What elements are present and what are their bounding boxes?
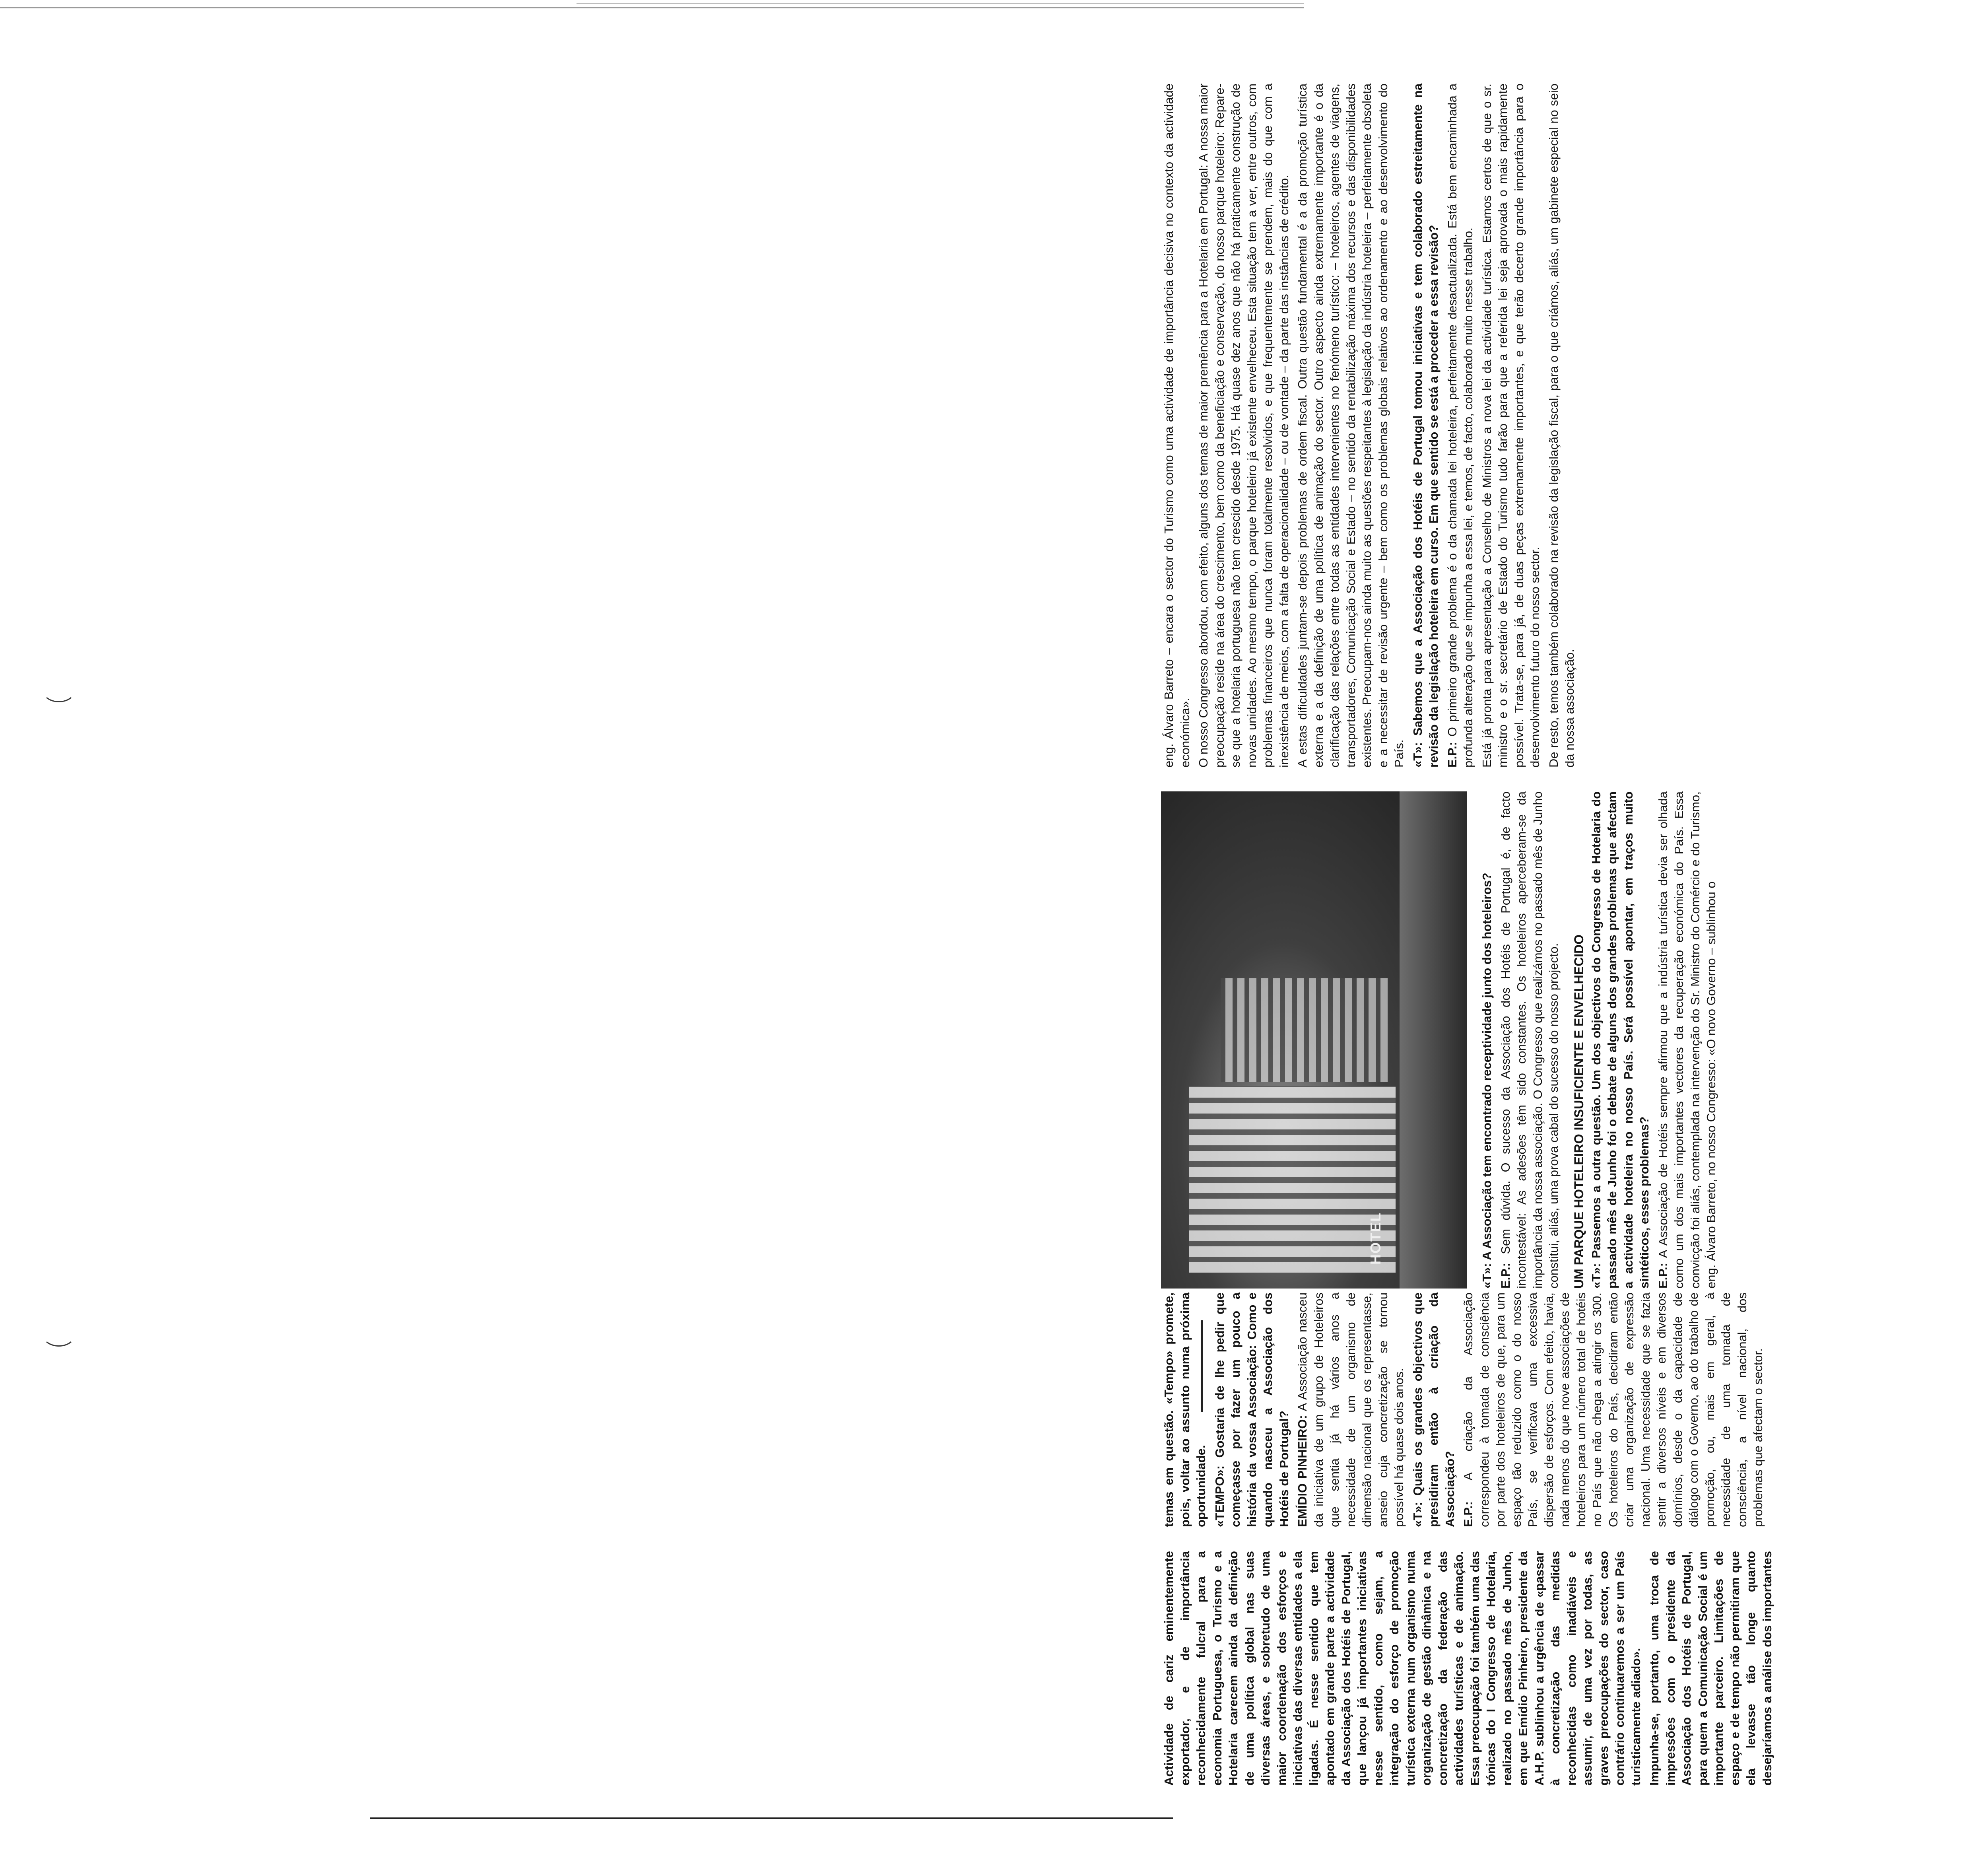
answer-4: E.P.: A Associação de Hotéis sempre afirmou que a indústria turística devia ser olhada como um dos mais importantes vectores da recuperação económica do País. Essa convicção foi aliás, contemplada na intervenção do Sr. Ministro do Comércio e do Turismo, eng. Álvaro Barreto, no nosso Congresso: «O novo Governo – sublinhou o	[1656, 791, 1718, 1289]
photo-hotel-sign: HOTEL	[1367, 1212, 1384, 1265]
hotel-photo	[1161, 791, 1467, 1289]
rotated-magazine-page	[1161, 68, 1988, 1809]
binding-mark-upper	[42, 676, 76, 702]
article-column-a	[1161, 1292, 1988, 1786]
question-1: «TEMPO»: Gostaria de lhe pedir que começasse por fazer um pouco a história da vossa Associação: Como e quando nasceu a Associação dos Hotéis de Portugal?	[1212, 1292, 1291, 1527]
question-2: «T»: Quais os grandes objectivos que presidiram então à criação da Associação?	[1410, 1292, 1457, 1527]
answer-3: E.P.: Sem dúvida. O sucesso da Associação dos Hotéis de Portugal é, de facto incontestável: As adesões têm sido constantes. Os hoteleiros aperceberam-se da importância da nossa associação. O Congresso que realizámos no passado mês de Junho constitui, aliás, uma prova cabal do sucesso do nosso projecto.	[1498, 791, 1561, 1289]
question-4: «T»: Passemos a outra questão. Um dos objectivos do Congresso de Hotelaria do passado mês de Junho foi o debate de alguns dos grandes problemas que afectam a actividade hoteleira no nosso País. Será possível apontar, em traços muito sintéticos, esses problemas?	[1589, 791, 1651, 1289]
answer-1: EMÍDIO PINHEIRO: A Associação nasceu da iniciativa de um grupo de Hoteleiros que sentia já há vários anos a necessidade de um organismo de dimensão nacional que os representasse, anseio cuja concretização se tornou possível há quase dois anos.	[1295, 1292, 1406, 1527]
article-column-c	[1161, 84, 1988, 768]
intro-paragraph-2: Impunha-se, portanto, uma troca de impressões com o presidente da Associação dos Hotéis de Portugal, para quem a Comunicação Social é um importante parceiro. Limitações de espaço e de tempo não permitiram que ela levasse tão longe quanto desejaríamos a análise dos importantes temas em questão. «Tempo» promete, pois, voltar ao assunto numa próxima oportunidade.	[1162, 1292, 1774, 1786]
continuation-paragraph: eng. Álvaro Barreto – encara o sector do Turismo como uma actividade de importância decisiva no contexto da actividade económica».	[1162, 84, 1192, 768]
question-3: «T»: A Associação tem encontrado receptividade junto dos hoteleiros?	[1480, 873, 1494, 1289]
scan-edge-line-2	[577, 3, 1304, 4]
scan-edge-line	[0, 7, 1304, 8]
binding-mark-lower	[42, 1320, 76, 1347]
page-bottom-rule	[370, 1817, 1173, 1819]
section-heading: UM PARQUE HOTELEIRO INSUFICIENTE E ENVELHECIDO	[1571, 934, 1586, 1289]
answer-2: E.P.: A criação da Associação correspondeu à tomada de consciência por parte dos hoteleiros de que, para um espaço tão reduzido como o do nosso País, se verificava uma excessiva dispersão de esforços. Com efeito, havia, nada menos do que nove associações de hoteleiros para um número total de hotéis no País que não chega a atingir os 300. Os hoteleiros do País, decidiram então criar uma organização de expressão nacional. Uma necessidade que se fazia sentir a diversos níveis e em diversos domínios, desde o da capacidade de diálogo com o Governo, ao do trabalho de promoção, ou, mais em geral, à necessidade de uma tomada de consciência, a nível nacional, dos problemas que afectam o sector.	[1461, 1292, 1765, 1527]
law-paragraph: Está já pronta para apresentação a Conselho de Ministros a nova lei da actividade turística. Estamos certos de que o sr. ministro e o sr. secretário de Estado do Turismo tudo farão para que a referida lei seja aprovada o mais rapidamente possível. Trata-se, para já, de duas peças extremamente importantes, e que terão decerto grande importância para o desenvolvimento futuro do nosso sector.	[1479, 84, 1542, 768]
difficulties-paragraph: A estas dificuldades juntam-se depois problemas de ordem fiscal. Outra questão fundamental é a da promoção turística externa e a da definição de uma política de animação do sector. Outro aspecto ainda extremamente importante é o da clarificação das relações entre todas as entidades intervenientes no fenómeno turístico: – hoteleiros, agentes de viagens, transportadores, Comunicação Social e Estado – no sentido da rentabilização máxima dos recursos e das disponibilidades existentes. Preocupam-nos ainda muito as questões respeitantes à legislação da indústria hoteleira – perfeitamente obsoleta e a necessitar de revisão urgente – bem como os problemas globais relativos ao ordenamento e ao desenvolvimento do País.	[1295, 84, 1406, 768]
fiscal-paragraph: De resto, temos também colaborado na revisão da legislação fiscal, para o que criámos, aliás, um gabinete especial no seio da nossa associação.	[1546, 84, 1576, 768]
question-5: «T»: Sabemos que a Associação dos Hotéis de Portugal tomou iniciativas e tem colaborado estreitamente na revisão da legislação hoteleira em curso. Em que sentido se está a proceder a essa revisão?	[1410, 84, 1441, 768]
answer-5: E.P.: O primeiro grande problema é o da chamada lei hoteleira, perfeitamente desactualizada. Está bem encaminhada a profunda alteração que se impunha a essa lei, e temos, de facto, colaborado muito nesse trabalho.	[1445, 84, 1475, 768]
intro-paragraph: Actividade de cariz eminentemente exportador, e de importância reconhecidamente fulcral para a economia Portuguesa, o Turismo e a Hotelaria carecem ainda da definição de uma política global nas suas diversas áreas, e sobretudo de uma maior coordenação dos esforços e iniciativas das diversas entidades a ela ligadas. É nesse sentido que tem apontado em grande parte a actividade da Associação dos Hotéis de Portugal, que lançou já importantes iniciativas nesse sentido, como sejam, a integração do esforço de promoção turística externa num organismo numa organização de gestão dinâmica e na concretização da federação das actividades turísticas e de animação. Essa preocupação foi também uma das tónicas do I Congresso de Hotelaria, realizado no passado mês de Junho, em que Emídio Pinheiro, presidente da A.H.P. sublinhou a urgência de «passar à concretização das medidas reconhecidas como inadiáveis e assumir, de uma vez por todas, as graves preocupações do sector, caso contrário continuaremos a ser um País turisticamente adiado».	[1162, 1551, 1643, 1786]
congress-paragraph: O nosso Congresso abordou, com efeito, alguns dos temas de maior premência para a Hotelaria em Portugal: A nossa maior preocupação reside na área do crescimento, bem como da beneficiação e conservação, do nosso parque hoteleiro: Repare-se que a hotelaria portuguesa não tem crescido desde 1975. Há quase dez anos que não há praticamente construção de novas unidades. Ao mesmo tempo, o parque hoteleiro já existente envelheceu. Esta situação tem a ver, entre outros, com problemas financeiros que nunca foram totalmente resolvidos, e que frequentemente se prendem, mais do que com a inexistência de meios, com a falta de operacionalidade – ou de vontade – da parte das instâncias de crédito.	[1196, 84, 1291, 768]
